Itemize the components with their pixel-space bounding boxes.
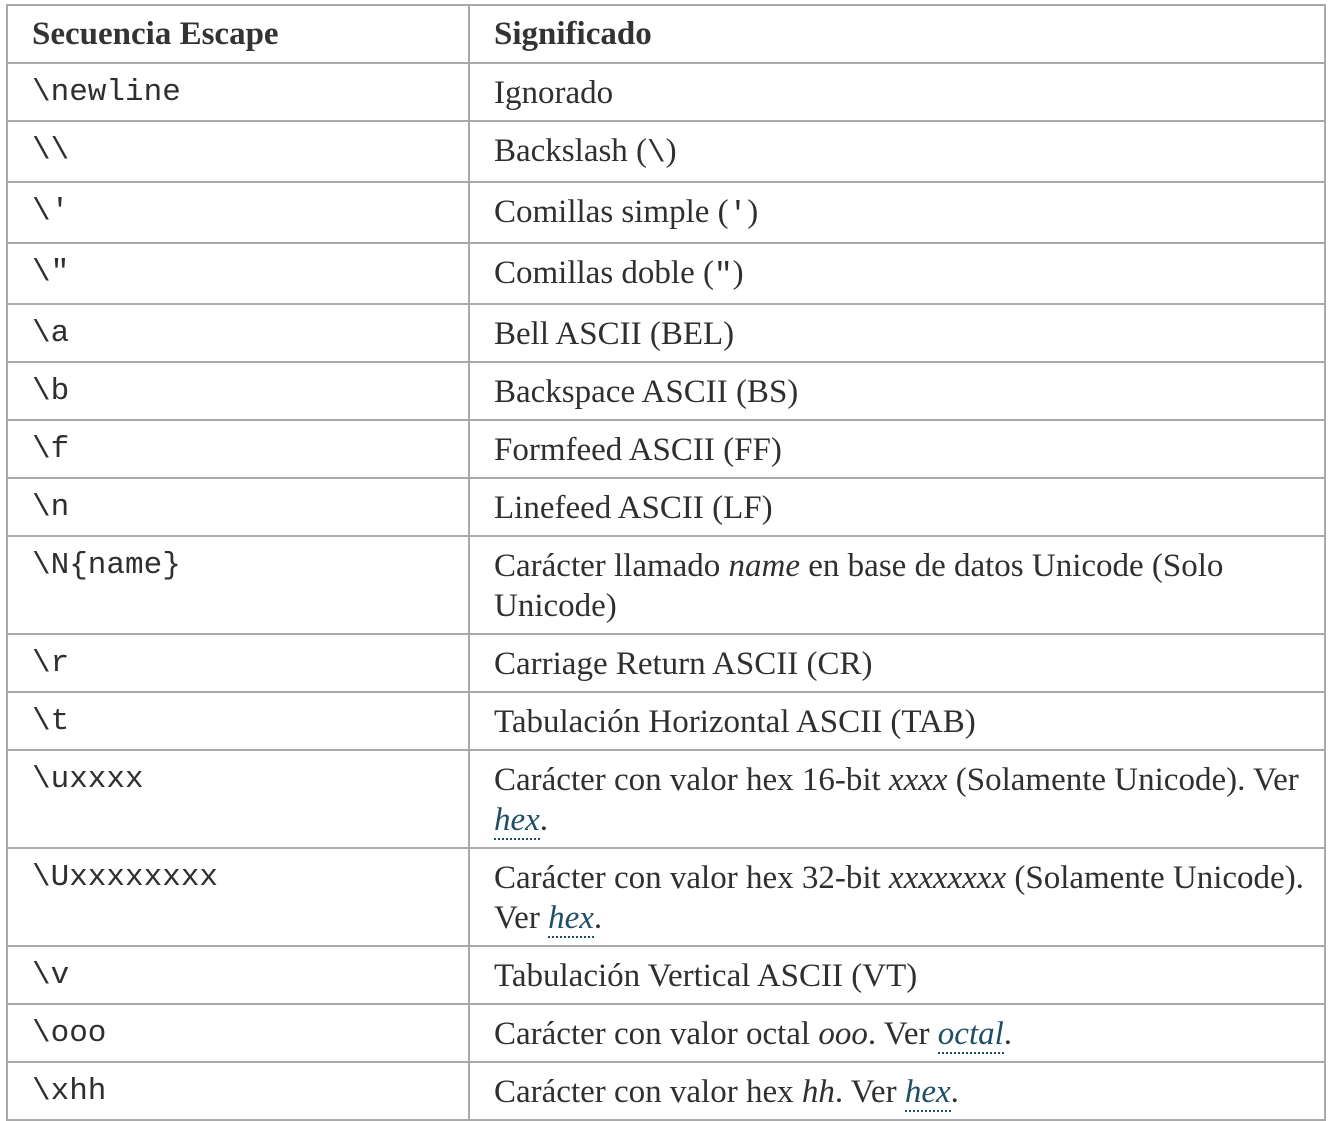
escape-sequence-cell: \r [7,634,469,692]
header-meaning: Significado [469,5,1325,63]
meaning-text: Backspace ASCII (BS) [494,374,799,410]
placeholder-text: hh [801,1074,835,1110]
meaning-text: Carácter con valor hex 32-bit [494,860,889,896]
meaning-text: (Solamente Unicode). Ver [947,762,1299,798]
escape-sequence-cell: \N{name} [7,536,469,634]
escape-sequence-cell: \b [7,362,469,420]
meaning-text: . Ver [834,1074,905,1110]
meaning-text: ) [665,133,677,169]
escape-sequence-cell: \newline [7,63,469,121]
escape-sequence-cell: \a [7,304,469,362]
meaning-cell [469,1062,1325,1120]
table-row [7,634,1325,692]
meaning-cell [469,946,1325,1004]
meaning-text: Carriage Return ASCII (CR) [494,646,873,682]
meaning-cell [469,182,1325,243]
table-row [7,182,1325,243]
meaning-cell [469,634,1325,692]
escape-sequence-cell: \xhh [7,1062,469,1120]
placeholder-text: name [728,548,801,584]
reference-link-hex[interactable]: hex [904,1074,951,1110]
placeholder-text: xxxx [888,762,948,798]
escape-sequence-cell: \Uxxxxxxxx [7,848,469,946]
meaning-text: en base de datos Unicode (Solo Unicode) [494,548,1224,624]
meaning-text: Backslash ( [494,133,648,169]
meaning-text: Comillas doble ( [494,255,714,291]
table-row [7,243,1325,304]
escape-sequence-cell: \ooo [7,1004,469,1062]
table-header-row [7,5,1325,63]
meaning-text: . Ver [867,1016,938,1052]
meaning-text: Ignorado [494,75,614,111]
meaning-text: . [1003,1016,1013,1052]
escape-sequence-cell: \" [7,243,469,304]
meaning-cell [469,420,1325,478]
escape-sequence-cell: \' [7,182,469,243]
placeholder-text: ooo [818,1016,868,1052]
table-row [7,362,1325,420]
meaning-cell [469,304,1325,362]
table-row [7,478,1325,536]
meaning-text: . [950,1074,959,1110]
meaning-text: Comillas simple ( [494,194,729,230]
meaning-cell [469,848,1325,946]
escape-sequence-table [6,4,1326,1121]
meaning-text: ) [747,194,759,230]
reference-link-octal[interactable]: octal [937,1016,1004,1052]
reference-link-hex[interactable]: hex [494,802,540,838]
escape-sequence-cell: \t [7,692,469,750]
meaning-cell [469,362,1325,420]
inline-code: " [713,258,733,293]
table-row [7,750,1325,848]
table-row [7,848,1325,946]
meaning-text: . [593,900,603,936]
table-row [7,1062,1325,1120]
meaning-cell [469,1004,1325,1062]
meaning-text: Linefeed ASCII (LF) [494,490,773,526]
meaning-cell [469,536,1325,634]
table-row [7,63,1325,121]
meaning-text: Carácter con valor hex [494,1074,802,1110]
escape-sequence-cell: \n [7,478,469,536]
meaning-text: . [539,802,549,838]
inline-code: \ [647,136,666,171]
table-row [7,420,1325,478]
placeholder-text: xxxxxxxx [888,860,1007,896]
table-row [7,121,1325,182]
table-row [7,1004,1325,1062]
table-row [7,692,1325,750]
meaning-cell [469,478,1325,536]
meaning-cell [469,692,1325,750]
meaning-text: Carácter con valor octal [494,1016,819,1052]
meaning-text: Bell ASCII (BEL) [494,316,735,352]
reference-link-hex[interactable]: hex [548,900,594,936]
meaning-cell [469,121,1325,182]
meaning-text: Tabulación Horizontal ASCII (TAB) [494,704,976,740]
meaning-text: Carácter llamado [494,548,729,584]
escape-sequence-cell: \uxxxx [7,750,469,848]
table-row [7,946,1325,1004]
escape-sequence-cell: \f [7,420,469,478]
meaning-cell [469,750,1325,848]
table-body [7,63,1325,1120]
escape-sequence-cell: \v [7,946,469,1004]
header-sequence: Secuencia Escape [7,5,469,63]
meaning-text: Formfeed ASCII (FF) [494,432,782,468]
table-row [7,304,1325,362]
inline-code: ' [728,197,748,232]
meaning-text: (Solamente Unicode). Ver [494,860,1304,936]
meaning-text: ) [732,255,744,291]
meaning-cell [469,243,1325,304]
table-row [7,536,1325,634]
meaning-text: Tabulación Vertical ASCII (VT) [494,958,918,994]
meaning-text: Carácter con valor hex 16-bit [494,762,889,798]
escape-sequence-cell: \\ [7,121,469,182]
meaning-cell [469,63,1325,121]
